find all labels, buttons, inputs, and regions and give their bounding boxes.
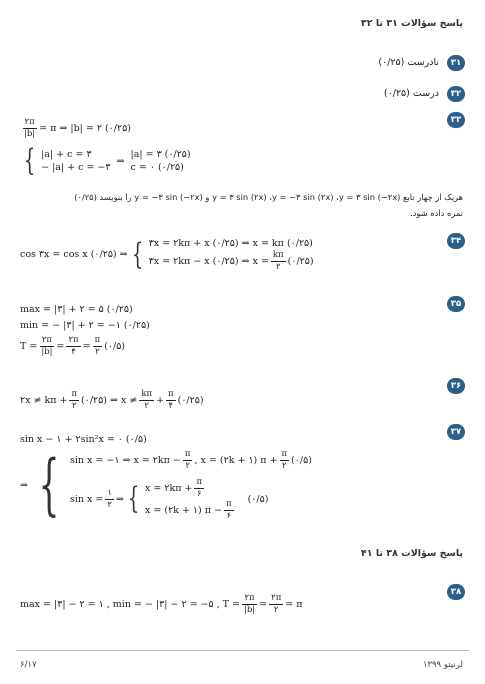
answer-31: نادرست (۰/۲۵) bbox=[378, 57, 439, 68]
q35-max: max = |۳| + ۲ = ۵ (۰/۲۵) bbox=[20, 304, 133, 315]
question-number-33: ۳۳ bbox=[447, 112, 465, 128]
q35-min: min = − |۳| + ۲ = −۱ (۰/۲۵) bbox=[20, 320, 150, 331]
question-number-34: ۳۴ bbox=[447, 233, 465, 249]
left-brace: { bbox=[38, 446, 60, 523]
q38-equation: max = |۳| − ۲ = ۱ , min = − |۳| − ۲ = −۵ , T = $\frac{۲\pi}{|b|}$ = $\frac{۲\pi}{۲}$ = π bbox=[20, 593, 303, 615]
question-number-35: ۳۵ bbox=[447, 296, 465, 312]
section-header-38-41: پاسخ سؤالات ۳۸ تا ۴۱ bbox=[360, 548, 463, 559]
q36-equation: ۲x ≠ kπ + $\frac{\pi}{۲}$ (۰/۲۵) ⇒ x ≠ $\frac{k\pi}{۲}$ + $\frac{\pi}{۴}$ (۰/۲۵) bbox=[20, 389, 204, 411]
left-brace: { bbox=[131, 236, 143, 272]
question-number-38: ۳۸ bbox=[447, 584, 465, 600]
question-number-36: ۳۶ bbox=[447, 378, 465, 394]
q33-note: هریک از چهار تابع y = ۳ sin (۲x) ،y = −۳ sin (۲x) ،y = ۳ sin (−۲x) و y = −۳ sin (−۲x) را بنویسد (۰/۲۵) نمره داده شود. bbox=[74, 192, 463, 218]
fraction: $\frac{۲\pi}{|b|}$ bbox=[24, 117, 36, 139]
footer-divider bbox=[16, 650, 469, 651]
q35-period: T = $\frac{۲\pi}{|b|}$ = $\frac{۲\pi}{۴}$ = $\frac{\pi}{۲}$ (۰/۵) bbox=[20, 335, 126, 357]
footer-brand: لرنیتو ۱۳۹۹ bbox=[422, 660, 463, 670]
q37-line1: sin x − ۱ + ۲sin²x = ۰ (۰/۵) bbox=[20, 434, 147, 445]
answer-32: درست (۰/۲۵) bbox=[383, 88, 439, 99]
question-number-37: ۳۷ bbox=[447, 424, 465, 440]
left-brace: { bbox=[127, 481, 140, 516]
section-header-31-32: پاسخ سؤالات ۳۱ تا ۳۲ bbox=[360, 18, 463, 29]
q33-system: { |a| + c = ۳ − |a| + c = −۳ ⇒ |a| = ۳ (۰/۲۵) c = ۰ (۰/۲۵) bbox=[23, 143, 191, 178]
question-number-31: ۳۱ bbox=[447, 55, 465, 71]
question-number-32: ۳۲ bbox=[447, 86, 465, 102]
q33-line1: $\frac{۲\pi}{|b|}$ = π ⇒ |b| = ۲ (۰/۲۵) bbox=[24, 117, 131, 139]
q37-cases: ⇒ { sin x = −۱ ⇒ x = ۲kπ − $\frac{\pi}{۲}$ , x = (۲k + ۱) π + $\frac{\pi}{۲}$ (۰/۵) sin x = $\frac{۱}{۲}$ ⇒ { x = ۲kπ + $\frac{\pi}{۶}$ x = (۲k + ۱) π − $\frac{\pi}{۶}$ (۰/۵) bbox=[20, 446, 312, 523]
left-brace: { bbox=[23, 143, 36, 178]
page-number: ۶/۱۷ bbox=[20, 660, 37, 670]
q34-equation: cos ۳x = cos x (۰/۲۵) ⇒ { ۳x = ۲kπ + x (۰/۲۵) ⇒ x = kπ (۰/۲۵) ۳x = ۲kπ − x (۰/۲۵) ⇒ x = $\frac{k\pi}{۲}$ (۰/۲۵) bbox=[20, 236, 314, 272]
